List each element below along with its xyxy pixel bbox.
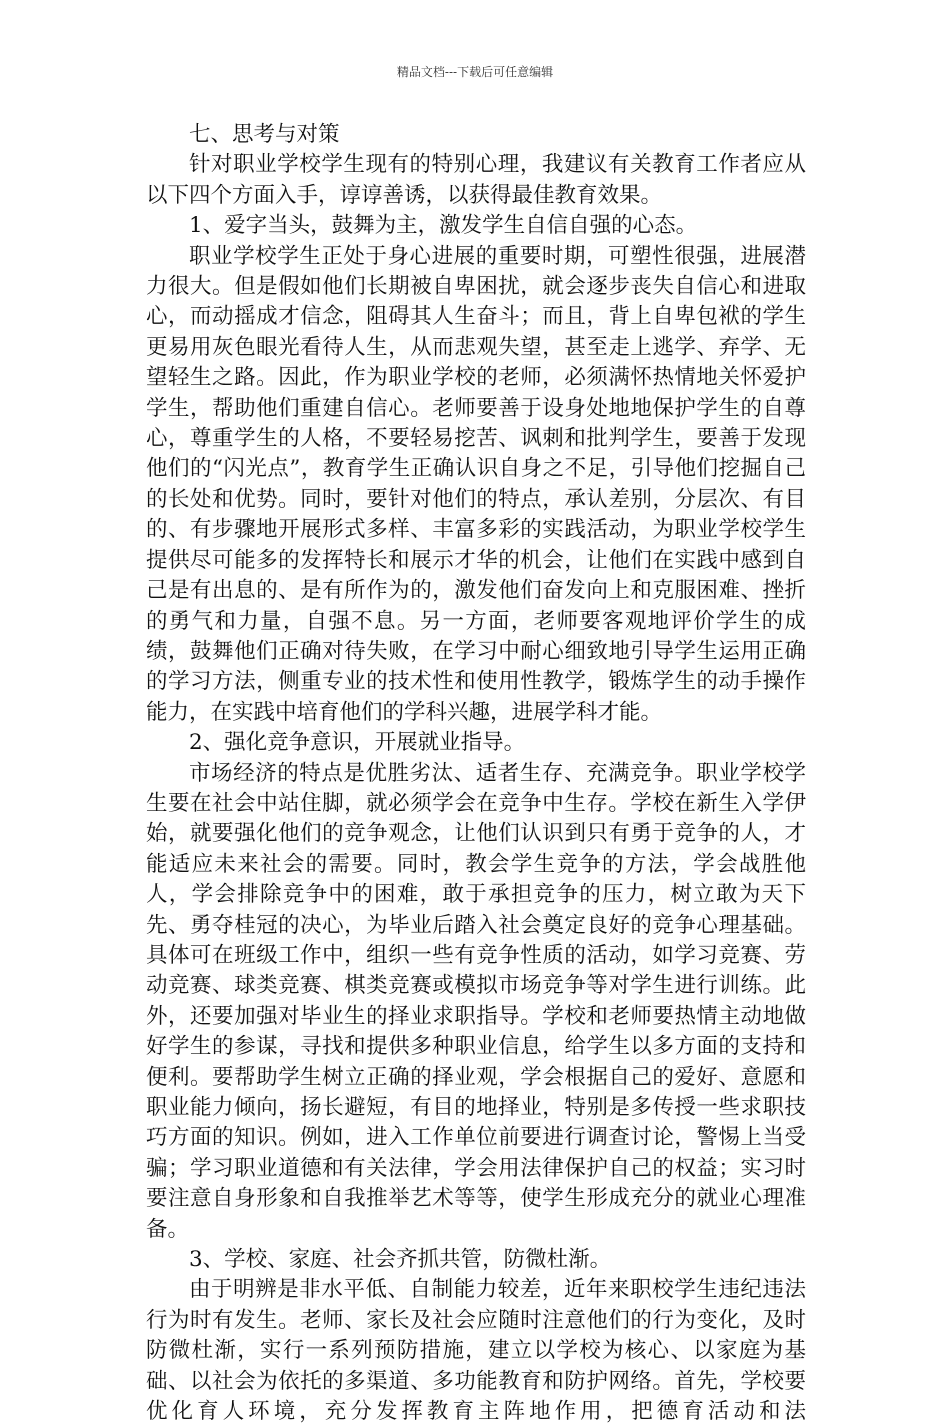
section-title: 七、思考与对策 — [189, 122, 340, 147]
point-2-heading: 2、强化竞争意识，开展就业指导。 — [189, 730, 526, 756]
point-1-paragraph: 职业学校学生正处于身心进展的重要时期，可塑性很强，进展潜力很大。但是假如他们长期被自卑困扰，就会逐步丧失自信心和进取心，而动摇成才信念，阻碍其人生奋斗；而且，背上自卑包袱的学生更易用灰色眼光看待人生，从而悲观失望，甚至走上逃学、弃学、无望轻生之路。因此，作为职业学校的老师，必须满怀热情地关怀爱护学生，帮助他们重建自信心。老师要善于设身处地地保护学生的自尊心，尊重学生的人格，不要轻易挖苦、讽刺和批判学生，要善于发现他们的“闪光点”，教育学生正确认识自身之不足，引导他们挖掘自己的长处和优势。同时，要针对他们的特点，承认差别，分层次、有目的、有步骤地开展形式多样、丰富多彩的实践活动，为职业学校学生提供尽可能多的发挥特长和展示才华的机会，让他们在实践中感到自己是有出息的、是有所作为的，激发他们奋发向上和克服困难、挫折的勇气和力量，自强不息。另一方面，老师要客观地评价学生的成绩，鼓舞他们正确对待失败，在学习中耐心细致地引导学生运用正确的学习方法，侧重专业的技术性和使用性教学，锻炼学生的动手操作能力，在实践中培育他们的学科兴趣，进展学科才能。 — [146, 243, 806, 725]
intro-paragraph: 针对职业学校学生现有的特别心理，我建议有关教育工作者应从以下四个方面入手，谆谆善诱，以获得最佳教育效果。 — [146, 152, 806, 208]
point-2-paragraph: 市场经济的特点是优胜劣汰、适者生存、充满竞争。职业学校学生要在社会中站住脚，就必须学会在竞争中生存。学校在新生入学伊始，就要强化他们的竞争观念，让他们认识到只有勇于竞争的人，才能适应未来社会的需要。同时，教会学生竞争的方法，学会战胜他人，学会排除竞争中的困难，敢于承担竞争的压力，树立敢为天下先、勇夺桂冠的决心，为毕业后踏入社会奠定良好的竞争心理基础。具体可在班级工作中，组织一些有竞争性质的活动，如学习竞赛、劳动竞赛、球类竞赛、棋类竞赛或模拟市场竞争等对学生进行训练。此外，还要加强对毕业生的择业求职指导。学校和老师要热情主动地做好学生的参谋，寻找和提供多种职业信息，给学生以多方面的支持和便利。要帮助学生树立正确的择业观，学会根据自己的爱好、意愿和职业能力倾向，扬长避短，有目的地择业，特别是多传授一些求职技巧方面的知识。例如，进入工作单位前要进行调查讨论，警惕上当受骗；学习职业道德和有关法律，学会用法律保护自己的权益；实习时要注意自身形象和自我推举艺术等等，使学生形成充分的就业心理准备。 — [146, 760, 806, 1242]
page-header: 精品文档---下载后可任意编辑 — [396, 65, 554, 79]
point-3-paragraph: 由于明辨是非水平低、自制能力较差，近年来职校学生违纪违法行为时有发生。老师、家长及社会应随时注意他们的行为变化，及时防微杜渐，实行一系列预防措施，建立以学校为核心、以家庭为基础、以社会为依托的多渠道、多功能教育和防护网络。首先，学校要优化育人环境，充分发挥教育主阵地作用，把德育活动和法 — [146, 1277, 806, 1425]
point-1-heading: 1、爱字当头，鼓舞为主，激发学生自信自强的心态。 — [189, 213, 698, 239]
point-3-heading: 3、学校、家庭、社会齐抓共管，防微杜渐。 — [189, 1247, 612, 1273]
document-body — [146, 120, 806, 1427]
